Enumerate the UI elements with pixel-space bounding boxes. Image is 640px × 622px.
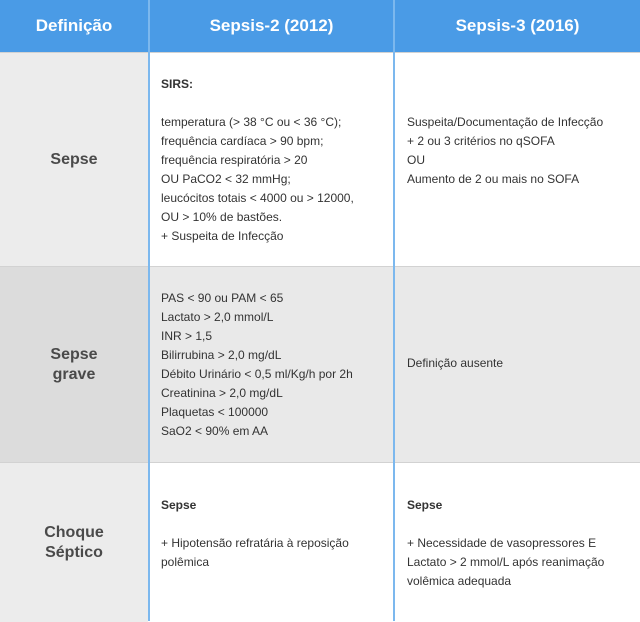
header-sepsis-2: Sepsis-2 (2012) bbox=[150, 0, 393, 52]
cell-title: SIRS: bbox=[161, 77, 194, 91]
cell-line: OU > 10% de bastões. bbox=[161, 210, 283, 224]
cell-line: INR > 1,5 bbox=[161, 329, 213, 343]
cell-line: Creatinina > 2,0 mg/dL bbox=[161, 386, 283, 400]
cell-line: Débito Urinário < 0,5 ml/Kg/h por 2h bbox=[161, 367, 353, 381]
cell-line: Lactato > 2 mmol/L após reanimação bbox=[407, 555, 605, 569]
table-row-sepse bbox=[0, 52, 640, 267]
header-sepsis-3: Sepsis-3 (2016) bbox=[395, 0, 640, 52]
cell-line: + 2 ou 3 critérios no qSOFA bbox=[407, 134, 555, 148]
row-label-sepse bbox=[0, 53, 148, 267]
cell-line: polêmica bbox=[161, 555, 210, 569]
cell-line: PAS < 90 ou PAM < 65 bbox=[161, 291, 284, 305]
cell-line: + Necessidade de vasopressores E bbox=[407, 536, 597, 550]
row-label-sepse-grave bbox=[0, 267, 148, 463]
cell-line: Bilirrubina > 2,0 mg/dL bbox=[161, 348, 282, 362]
cell-line: Aumento de 2 ou mais no SOFA bbox=[407, 172, 580, 186]
cell-line: frequência respiratória > 20 bbox=[161, 153, 308, 167]
cell-line: + Suspeita de Infecção bbox=[161, 229, 284, 243]
cell-line: temperatura (> 38 °C ou < 36 °C); bbox=[161, 115, 342, 129]
cell-line: Suspeita/Documentação de Infecção bbox=[407, 115, 604, 129]
row-label-text: grave bbox=[52, 366, 96, 383]
cell-text: Definição ausente bbox=[407, 356, 504, 370]
row-label-text: Sepse bbox=[50, 346, 98, 363]
row-label-text: Sepse bbox=[50, 151, 98, 168]
column-divider bbox=[393, 0, 395, 621]
cell-line: volêmica adequada bbox=[407, 574, 512, 588]
cell-line: OU PaCO2 < 32 mmHg; bbox=[161, 172, 291, 186]
cell-choque-sepsis3 bbox=[407, 463, 637, 622]
cell-line: leucócitos totais < 4000 ou > 12000, bbox=[161, 191, 354, 205]
cell-line: frequência cardíaca > 90 bpm; bbox=[161, 134, 324, 148]
cell-line: Lactato > 2,0 mmol/L bbox=[161, 310, 274, 324]
cell-sepse-sepsis2 bbox=[161, 53, 389, 267]
table-row-choque-septico bbox=[0, 462, 640, 622]
column-divider bbox=[148, 0, 150, 621]
cell-title: Sepse bbox=[407, 498, 443, 512]
cell-sepse-sepsis3 bbox=[407, 53, 637, 267]
cell-choque-sepsis2 bbox=[161, 463, 389, 622]
row-label-choque-septico bbox=[0, 463, 148, 622]
cell-sepse-grave-sepsis3 bbox=[407, 267, 637, 463]
cell-title: Sepse bbox=[161, 498, 197, 512]
cell-line: Plaquetas < 100000 bbox=[161, 405, 269, 419]
cell-line: + Hipotensão refratária à reposição bbox=[161, 536, 349, 550]
cell-line: SaO2 < 90% em AA bbox=[161, 424, 269, 438]
header-definicao: Definição bbox=[0, 0, 148, 52]
cell-sepse-grave-sepsis2 bbox=[161, 267, 389, 463]
table-row-sepse-grave bbox=[0, 266, 640, 463]
row-label-text: Séptico bbox=[45, 543, 103, 561]
cell-line: OU bbox=[407, 153, 425, 167]
row-label-text: Choque bbox=[44, 523, 104, 541]
